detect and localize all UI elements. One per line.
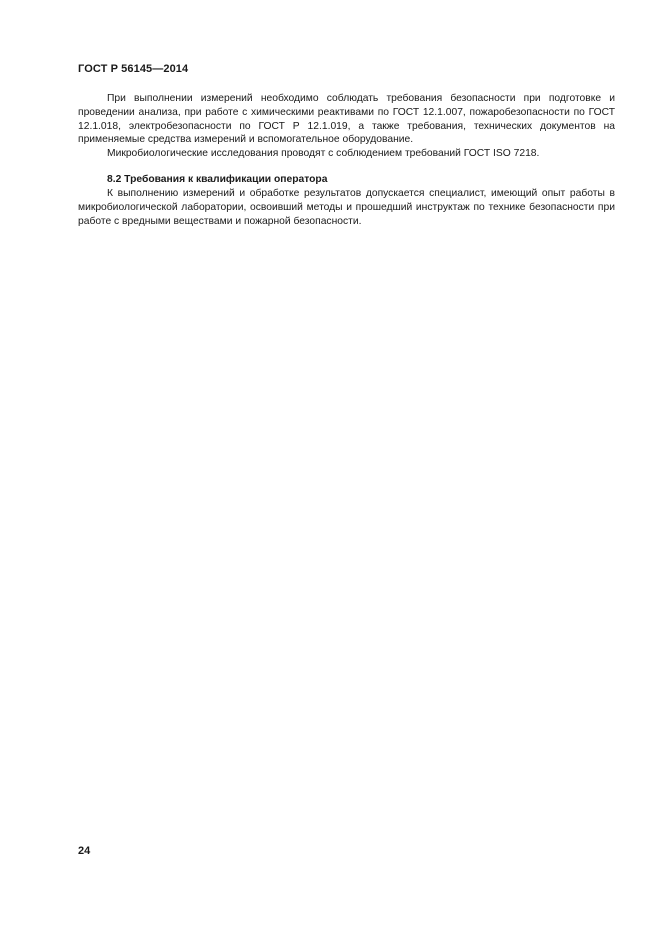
page-number: 24 xyxy=(78,845,91,857)
operator-qualification-block xyxy=(78,187,615,228)
safety-requirements-block xyxy=(78,92,615,161)
section-heading-operator-qualification: 8.2 Требования к квалификации оператора xyxy=(107,174,328,185)
paragraph-safety-requirements: При выполнении измерений необходимо соблюдать требования безопасности при подготовке и проведении анализа, при работе с химическими реактивами по ГОСТ 12.1.007, пожаробезопасности по ГОСТ 12.1.018, электробезопасности по ГОСТ Р 12.1.019, а также требования, технических документов на применяемые средства измерений и вспомогательное оборудование. xyxy=(78,93,615,146)
document-header: ГОСТ Р 56145—2014 xyxy=(78,63,189,75)
paragraph-operator-qualification: К выполнению измерений и обработке результатов допускается специалист, имеющий опыт работы в микробиологической лаборатории, освоивший методы и прошедший инструктаж по технике безопасности при работе с вредными веществами и пожарной безопасности. xyxy=(78,188,615,227)
paragraph-microbiological-studies: Микробиологические исследования проводят с соблюдением требований ГОСТ ISO 7218. xyxy=(107,148,540,160)
section-heading-block xyxy=(78,173,615,187)
